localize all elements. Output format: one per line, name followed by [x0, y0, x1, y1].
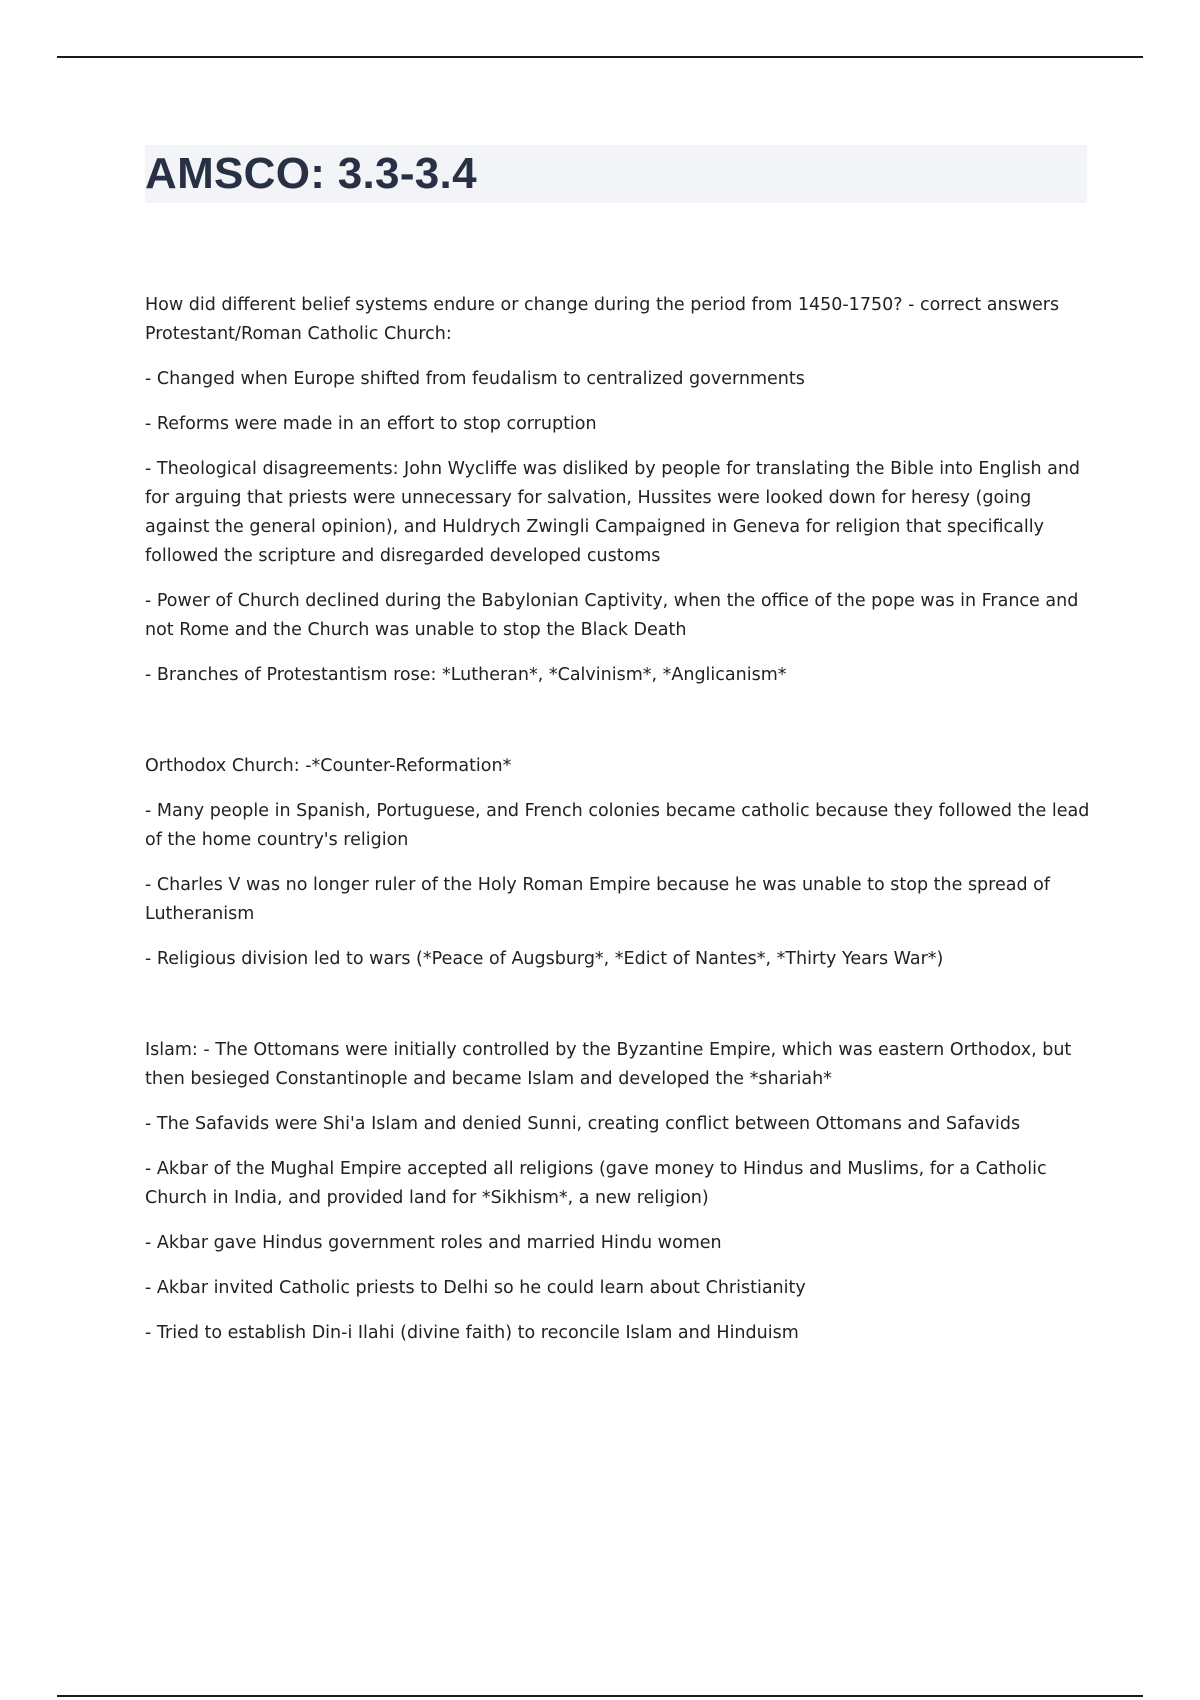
section-islam — [145, 1036, 1090, 1348]
section-orthodox — [145, 752, 1090, 974]
section-protestant-catholic — [145, 291, 1090, 690]
question-paragraph: How did different belief systems endure or change during the period from 1450-1750? - correct answers Protestant/Roman Catholic Church: — [145, 295, 1060, 344]
bullet-paragraph: - Changed when Europe shifted from feudalism to centralized governments — [145, 369, 805, 389]
title-block — [145, 145, 1087, 203]
section-heading-paragraph: Islam: - The Ottomans were initially controlled by the Byzantine Empire, which was eastern Orthodox, but then besieged Constantinople and became Islam and developed the *shariah* — [145, 1040, 1072, 1089]
page-title: AMSCO: 3.3-3.4 — [145, 149, 477, 198]
bullet-paragraph: - The Safavids were Shi'a Islam and denied Sunni, creating conflict between Ottomans and Safavids — [145, 1114, 1021, 1134]
bullet-paragraph: - Akbar invited Catholic priests to Delhi so he could learn about Christianity — [145, 1278, 806, 1298]
bullet-paragraph: - Tried to establish Din-i Ilahi (divine faith) to reconcile Islam and Hinduism — [145, 1323, 799, 1343]
bullet-paragraph: - Religious division led to wars (*Peace of Augsburg*, *Edict of Nantes*, *Thirty Years War*) — [145, 949, 944, 969]
bullet-paragraph: - Theological disagreements: John Wycliffe was disliked by people for translating the Bible into English and for arguing that priests were unnecessary for salvation, Hussites were looked down for heresy (going against the general opinion), and Huldrych Zwingli Campaigned in Geneva for religion that specifically followed the scripture and disregarded developed customs — [145, 459, 1081, 566]
bullet-paragraph: - Reforms were made in an effort to stop corruption — [145, 414, 597, 434]
document-body — [145, 291, 1090, 1364]
bullet-paragraph: - Many people in Spanish, Portuguese, and French colonies became catholic because they followed the lead of the home country's religion — [145, 801, 1090, 850]
top-rule — [57, 56, 1143, 58]
bottom-rule — [57, 1695, 1143, 1697]
bullet-paragraph: - Akbar of the Mughal Empire accepted all religions (gave money to Hindus and Muslims, for a Catholic Church in India, and provided land for *Sikhism*, a new religion) — [145, 1159, 1047, 1208]
section-spacer — [145, 990, 1090, 1036]
section-spacer — [145, 706, 1090, 752]
section-heading-paragraph: Orthodox Church: -*Counter-Reformation* — [145, 756, 512, 776]
bullet-paragraph: - Akbar gave Hindus government roles and married Hindu women — [145, 1233, 722, 1253]
bullet-paragraph: - Branches of Protestantism rose: *Lutheran*, *Calvinism*, *Anglicanism* — [145, 665, 787, 685]
bullet-paragraph: - Charles V was no longer ruler of the Holy Roman Empire because he was unable to stop the spread of Lutheranism — [145, 875, 1051, 924]
bullet-paragraph: - Power of Church declined during the Babylonian Captivity, when the office of the pope was in France and not Rome and the Church was unable to stop the Black Death — [145, 591, 1079, 640]
